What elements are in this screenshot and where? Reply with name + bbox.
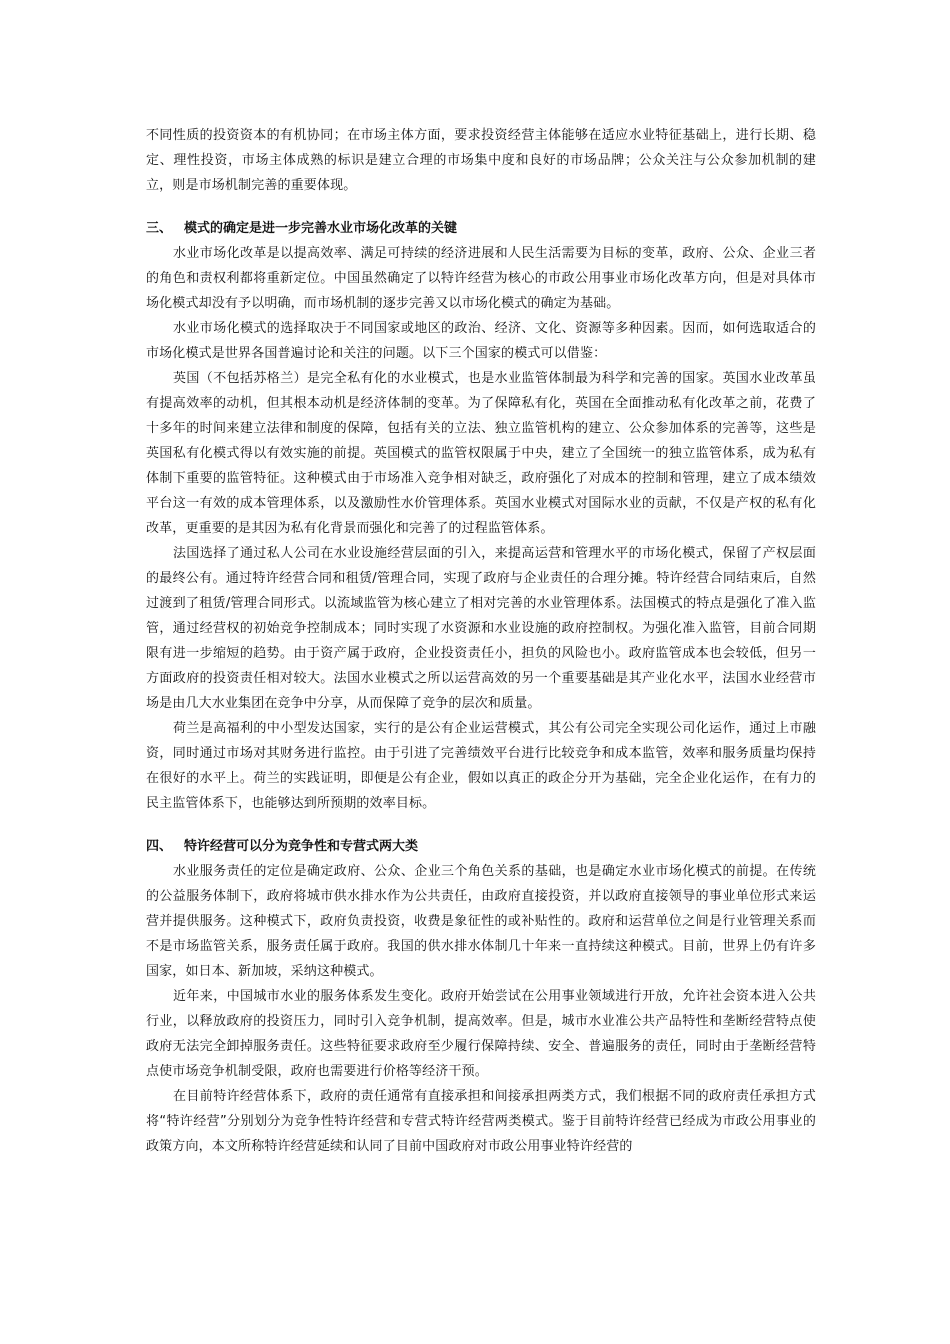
section-3-paragraph: 水业市场化改革是以提高效率、满足可持续的经济进展和人民生活需要为目标的变革，政府、公众、企业三者的角色和责权利都将重新定位。中国虽然确定了以特许经营为核心的市政公用事业市场化改革方向，但是对具体市场化模式却没有予以明确，而市场机制的逐步完善又以市场化模式的确定为基础。	[146, 246, 816, 311]
section-4-paragraph: 在目前特许经营体系下，政府的责任通常有直接承担和间接承担两类方式，我们根据不同的政府责任承担方式将“特许经营”分别划分为竞争性特许经营和专营式特许经营两类模式。鉴于目前特许经营已经成为市政公用事业的政策方向，本文所称特许经营延续和认同了目前中国政府对市政公用事业特许经营的	[146, 1089, 816, 1154]
section-3-paragraph-uk: 英国（不包括苏格兰）是完全私有化的水业模式，也是水业监管体制最为科学和完善的国家。英国水业改革虽有提高效率的动机，但其根本动机是经济体制的变革。为了保障私有化，英国在全面推动私有化改革之前，花费了十多年的时间来建立法律和制度的保障，包括有关的立法、独立监管机构的建立、公众参加体系的完善等，这些是英国私有化模式得以有效实施的前提。英国模式的监管权限属于中央，建立了全国统一的独立监管体系，成为私有体制下重要的监管特征。这种模式由于市场准入竞争相对缺乏，政府强化了对成本的控制和管理，建立了成本绩效平台这一有效的成本管理体系，以及激励性水价管理体系。英国水业模式对国际水业的贡献，不仅是产权的私有化改革，更重要的是其因为私有化背景而强化和完善了的过程监管体系。	[146, 371, 816, 536]
intro-paragraph: 不同性质的投资资本的有机协同；在市场主体方面，要求投资经营主体能够在适应水业特征基础上，进行长期、稳定、理性投资，市场主体成熟的标识是建立合理的市场集中度和良好的市场品牌；公众关注与公众参加机制的建立，则是市场机制完善的重要体现。	[146, 128, 816, 193]
document-page	[146, 123, 816, 1159]
section-3-paragraph-france: 法国选择了通过私人公司在水业设施经营层面的引入，来提高运营和管理水平的市场化模式，保留了产权层面的最终公有。通过特许经营合同和租赁/管理合同，实现了政府与企业责任的合理分摊。特许经营合同结束后，自然过渡到了租赁/管理合同形式。以流域监管为核心建立了相对完善的水业管理体系。法国模式的特点是强化了准入监管，通过经营权的初始竞争控制成本；同时实现了水资源和水业设施的政府控制权。为强化准入监管，目前合同期限有进一步缩短的趋势。由于资产属于政府，企业投资责任小，担负的风险也小。政府监管成本也会较低，但另一方面政府的投资责任相对较大。法国水业模式之所以运营高效的另一个重要基础是其产业化水平，法国水业经营市场是由几大水业集团在竞争中分享，从而保障了竞争的层次和质量。	[146, 546, 816, 711]
section-3-paragraph: 水业市场化模式的选择取决于不同国家或地区的政治、经济、文化、资源等多种因素。因而，如何选取适合的市场化模式是世界各国普遍讨论和关注的问题。以下三个国家的模式可以借鉴：	[146, 321, 816, 361]
section-3-paragraph-netherlands: 荷兰是高福利的中小型发达国家，实行的是公有企业运营模式，其公有公司完全实现公司化运作，通过上市融资，同时通过市场对其财务进行监控。由于引进了完善绩效平台进行比较竞争和成本监管，效率和服务质量均保持在很好的水平上。荷兰的实践证明，即便是公有企业，假如以真正的政企分开为基础，完全企业化运作，在有力的民主监管体系下，也能够达到所预期的效率目标。	[146, 721, 816, 811]
section-spacer	[146, 198, 816, 216]
section-4-title: 特许经营可以分为竞争性和专营式两大类	[184, 839, 419, 854]
section-4-paragraph: 水业服务责任的定位是确定政府、公众、企业三个角色关系的基础，也是确定水业市场化模式的前提。在传统的公益服务体制下，政府将城市供水排水作为公共责任，由政府直接投资，并以政府直接领导的事业单位形式来运营并提供服务。这种模式下，政府负责投资，收费是象征性的或补贴性的。政府和运营单位之间是行业管理关系而不是市场监管关系，服务责任属于政府。我国的供水排水体制几十年来一直持续这种模式。目前，世界上仍有许多国家，如日本、新加坡，采纳这种模式。	[146, 864, 816, 979]
section-4-paragraph: 近年来，中国城市水业的服务体系发生变化。政府开始尝试在公用事业领域进行开放，允许社会资本进入公共行业，以释放政府的投资压力，同时引入竞争机制，提高效率。但是，城市水业准公共产品特性和垄断经营特点使政府无法完全卸掉服务责任。这些特征要求政府至少履行保障持续、安全、普遍服务的责任，同时由于垄断经营特点使市场竞争机制受限，政府也需要进行价格等经济干预。	[146, 989, 816, 1079]
section-3-heading	[146, 216, 816, 241]
section-3-number: 三、	[146, 221, 173, 236]
section-spacer	[146, 816, 816, 834]
section-3-title: 模式的确定是进一步完善水业市场化改革的关键	[184, 221, 458, 236]
section-4-heading	[146, 834, 816, 859]
section-4-number: 四、	[146, 839, 173, 854]
